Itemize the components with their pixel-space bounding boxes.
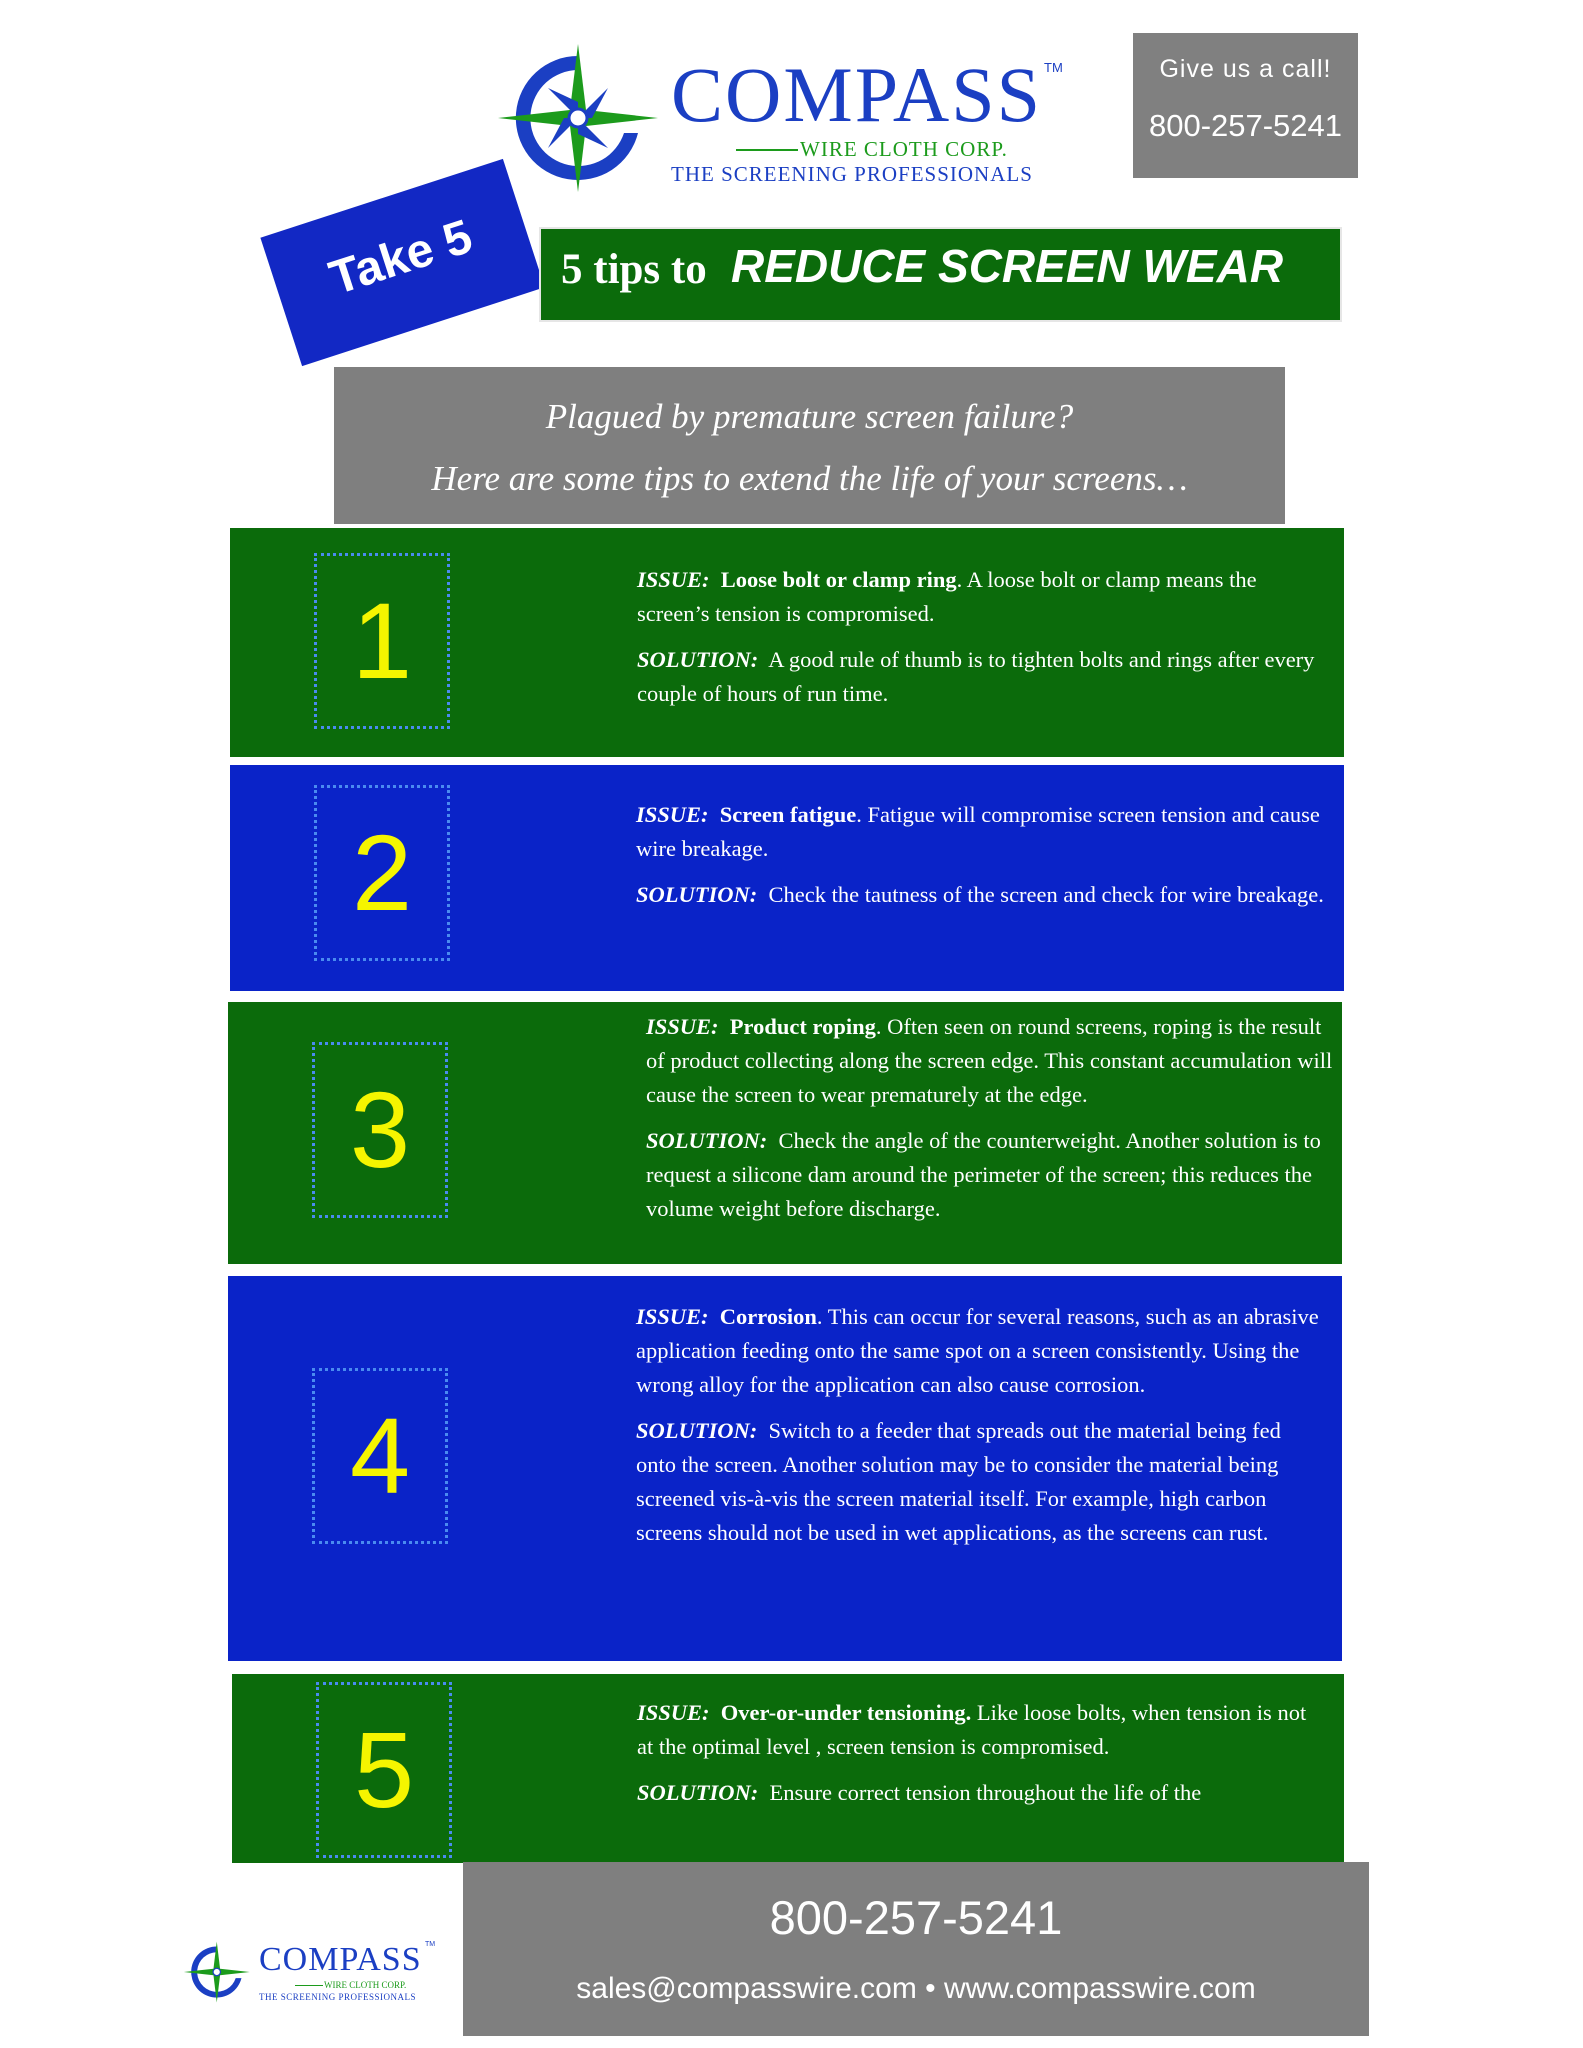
issue-label: ISSUE: <box>646 1014 719 1039</box>
solution-text: Check the tautness of the screen and check for wire breakage. <box>768 882 1324 907</box>
tip-text-4 <box>636 1300 1326 1562</box>
solution-label: SOLUTION: <box>636 1418 758 1443</box>
tip-text-1 <box>637 563 1327 723</box>
issue-label: ISSUE: <box>636 802 709 827</box>
issue-text: . A loose bolt or clamp means the screen’s tension is compromised. <box>637 567 1257 626</box>
solution-text: Check the angle of the counterweight. Another solution is to request a silicone dam around the perimeter of the screen; this reduces the volume weight before discharge. <box>646 1128 1321 1221</box>
issue-text: . Fatigue will compromise screen tension and cause wire breakage. <box>636 802 1320 861</box>
footer-sub-brand: WIRE CLOTH CORP. <box>324 1980 407 1990</box>
issue-text: . Often seen on round screens, roping is the result of product collecting along the screen edge. This constant accumulation will cause the screen to wear prematurely at the edge. <box>646 1014 1333 1107</box>
call-phone[interactable]: 800-257-5241 <box>1148 108 1343 143</box>
footer-contact-bar <box>463 1862 1369 2036</box>
solution-label: SOLUTION: <box>646 1128 768 1153</box>
issue-title: Corrosion <box>719 1304 817 1329</box>
tip-number-1: 1 <box>314 553 450 729</box>
issue-text: Like loose bolts, when tension is not at the optimal level , screen tension is compromised. <box>637 1700 1307 1759</box>
sub-brand: WIRE CLOTH CORP. <box>800 137 1008 161</box>
footer-logo <box>183 1937 443 2007</box>
title-bar <box>539 227 1342 322</box>
brand-name: COMPASS <box>671 51 1043 138</box>
take5-badge <box>260 159 544 366</box>
footer-web-links[interactable]: sales@compasswire.com • www.compasswire.com <box>576 1972 1256 2005</box>
footer-phone[interactable]: 800-257-5241 <box>769 1891 1063 1944</box>
tip-panel-3 <box>228 1002 1342 1264</box>
solution-text: Switch to a feeder that spreads out the material being fed onto the screen. Another solution may be to consider the material being screened vis-à-vis the screen material itself. For example, high carbon screens should not be used in wet applications, as the screens can rust. <box>636 1418 1281 1545</box>
issue-title: Product roping <box>729 1014 876 1039</box>
solution-label: SOLUTION: <box>637 1780 759 1805</box>
footer-tagline: THE SCREENING PROFESSIONALS <box>259 1992 417 2002</box>
tip-panel-2 <box>230 765 1344 991</box>
tip-number-5: 5 <box>316 1682 452 1858</box>
title-prefix: 5 tips to <box>561 246 707 293</box>
tagline: THE SCREENING PROFESSIONALS <box>671 162 1033 186</box>
page-title: REDUCE SCREEN WEAR <box>731 240 1284 292</box>
trademark-mark: TM <box>1044 60 1063 75</box>
issue-title: Loose bolt or clamp ring <box>720 567 957 592</box>
footer-divider-line <box>295 1985 323 1986</box>
footer-trademark: TM <box>425 1941 436 1948</box>
take5-label: Take 5 <box>323 210 479 306</box>
tip-text-5 <box>637 1696 1327 1822</box>
tip-panel-1 <box>230 528 1344 757</box>
tip-number-4: 4 <box>312 1368 448 1544</box>
intro-box <box>334 367 1285 524</box>
solution-label: SOLUTION: <box>637 647 759 672</box>
tip-text-3 <box>646 1010 1336 1238</box>
compass-rose-icon <box>183 1937 253 2007</box>
tip-number-3: 3 <box>312 1042 448 1218</box>
solution-label: SOLUTION: <box>636 882 758 907</box>
tip-panel-4 <box>228 1276 1342 1661</box>
solution-text: A good rule of thumb is to tighten bolts and rings after every couple of hours of run time. <box>637 647 1315 706</box>
header-logo <box>496 38 1076 198</box>
solution-text: Ensure correct tension throughout the life of the <box>769 1780 1202 1805</box>
compass-rose-icon <box>496 38 666 198</box>
issue-label: ISSUE: <box>636 1304 709 1329</box>
issue-text: . This can occur for several reasons, such as an abrasive application feeding onto the same spot on a screen consistently. Using the wrong alloy for the application can also cause corrosion. <box>636 1304 1319 1397</box>
intro-line-2: Here are some tips to extend the life of your screens… <box>431 459 1188 498</box>
issue-title: Over-or-under tensioning. <box>720 1700 972 1725</box>
intro-line-1: Plagued by premature screen failure? <box>545 397 1074 436</box>
issue-label: ISSUE: <box>637 567 710 592</box>
issue-label: ISSUE: <box>637 1700 710 1725</box>
call-label: Give us a call! <box>1159 55 1332 83</box>
tip-number-2: 2 <box>314 785 450 961</box>
footer-brand-name: COMPASS <box>259 1941 422 1978</box>
divider-line <box>736 149 798 151</box>
call-box <box>1133 33 1358 178</box>
issue-title: Screen fatigue <box>719 802 857 827</box>
tip-panel-5 <box>232 1674 1344 1863</box>
tip-text-2 <box>636 798 1326 924</box>
